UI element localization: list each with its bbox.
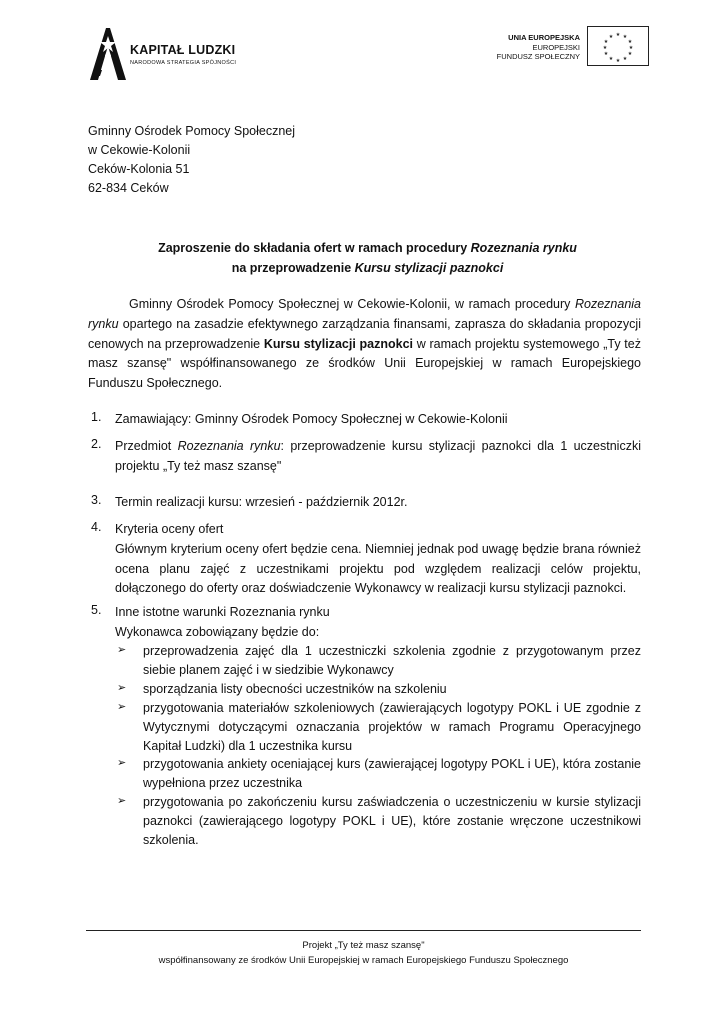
bullet-marker-icon: ➢ <box>117 644 127 656</box>
address-line-1: Gminny Ośrodek Pomocy Społecznej <box>88 124 296 138</box>
eu-line-1: UNIA EUROPEJSKA <box>508 33 580 42</box>
address-line-2: w Cekowie-Kolonii <box>88 143 191 157</box>
kapital-ludzki-logo-icon <box>88 26 128 82</box>
bullet-marker-icon: ➢ <box>117 682 127 694</box>
address-line-4: 62-834 Ceków <box>88 181 169 195</box>
recipient-address <box>88 122 295 198</box>
document-title <box>88 238 647 278</box>
eu-line-3: FUNDUSZ SPOŁECZNY <box>496 52 580 61</box>
svg-text:★: ★ <box>603 51 609 57</box>
item-4-heading: Kryteria oceny ofert <box>115 522 224 536</box>
footer-divider <box>86 930 641 931</box>
bullet-marker-icon: ➢ <box>117 795 127 807</box>
item-1: Zamawiający: Gminny Ośrodek Pomocy Społecznej w Cekowie-Kolonii <box>115 412 508 426</box>
item-2: Przedmiot Rozeznania rynku: przeprowadzenie kursu stylizacji paznokci dla 1 uczestniczki projektu „Ty też masz szansę" <box>115 439 641 473</box>
bullet-marker-icon: ➢ <box>117 757 127 769</box>
bullet-3: przygotowania materiałów szkoleniowych (zawierających logotypy POKL i UE zgodnie z Wytycznymi dotyczącymi oznaczania projektów w ramach Programu Operacyjnego Kapitał Ludzki) dla 1 uczestnika kursu <box>143 701 641 753</box>
item-5 <box>115 603 641 643</box>
footer-line-2: współfinansowany ze środków Unii Europejskiej w ramach Europejskiego Funduszu Społecznego <box>158 955 569 966</box>
eu-flag <box>587 26 649 66</box>
svg-text:★: ★ <box>603 39 609 45</box>
item-number-4: 4. <box>91 520 102 534</box>
item-4 <box>115 520 641 599</box>
footer <box>86 938 641 968</box>
kl-subtitle: NARODOWA STRATEGIA SPÓJNOŚCI <box>130 60 237 66</box>
item-3: Termin realizacji kursu: wrzesień - październik 2012r. <box>115 495 408 509</box>
svg-text:★: ★ <box>622 56 628 62</box>
svg-text:★: ★ <box>615 32 621 38</box>
title-line-2: na przeprowadzenie Kursu stylizacji paznokci <box>231 261 504 275</box>
bullet-5: przygotowania po zakończeniu kursu zaświadczenia o uczestniczeniu w kursie stylizacji paznokci (zawierającego logotypy POKL i UE), które zostanie wręczone uczestnikowi szkolenia. <box>143 795 641 847</box>
eu-flag-icon <box>587 26 649 66</box>
svg-text:★: ★ <box>615 58 621 64</box>
svg-text:★: ★ <box>622 34 628 40</box>
item-5-subheading: Wykonawca zobowiązany będzie do: <box>115 624 320 639</box>
item-number-2: 2. <box>91 437 102 451</box>
item-4-body: Głównym kryterium oceny ofert będzie cena. Niemniej jednak pod uwagę będzie brana również ocena planu zajęć z uczestnikami projektu pod względem realizacji celów projektu, dołączonego do oferty oraz doświadczenie Wykonawcy w realizacji kursu stylizacji paznokci. <box>115 541 641 596</box>
intro-paragraph: Gminny Ośrodek Pomocy Społecznej w Cekowie-Kolonii, w ramach procedury Rozeznania rynku opartego na zasadzie efektywnego zarządzania finansami, zaprasza do składania propozycji cenowych na przeprowadzenie Kursu stylizacji paznokci w ramach projektu systemowego „Ty też masz szansę" współfinansowanego ze środków Unii Europejskiej w ramach Europejskiego Funduszu Społecznego. <box>88 297 641 391</box>
bullet-1: przeprowadzenia zajęć dla 1 uczestniczki szkolenia zgodnie z przygotowanym przez siebie planem zajęć i w siedzibie Wykonawcy <box>143 644 641 677</box>
svg-text:★: ★ <box>628 45 634 51</box>
title-line-1: Zaproszenie do składania ofert w ramach procedury Rozeznania rynku <box>158 241 577 255</box>
svg-text:★: ★ <box>627 51 633 57</box>
item-number-5: 5. <box>91 603 102 617</box>
eu-text-block <box>497 33 580 62</box>
bullet-4: przygotowania ankiety oceniającej kurs (zawierającej logotypy POKL i UE), która zostanie wypełniona przez uczestnika <box>143 757 641 790</box>
footer-line-1: Projekt „Ty też masz szansę" <box>302 940 425 951</box>
svg-text:★: ★ <box>608 34 614 40</box>
address-line-3: Ceków-Kolonia 51 <box>88 162 190 176</box>
item-number-1: 1. <box>91 410 102 424</box>
svg-text:★: ★ <box>608 56 614 62</box>
bullet-marker-icon: ➢ <box>117 701 127 713</box>
bullet-2: sporządzania listy obecności uczestników na szkoleniu <box>143 682 447 696</box>
kl-title: KAPITAŁ LUDZKI <box>130 43 236 57</box>
svg-text:★: ★ <box>602 45 608 51</box>
svg-text:★: ★ <box>627 39 633 45</box>
item-number-3: 3. <box>91 493 102 507</box>
item-5-heading: Inne istotne warunki Rozeznania rynku <box>115 605 330 619</box>
eu-line-2: EUROPEJSKI <box>532 42 580 52</box>
